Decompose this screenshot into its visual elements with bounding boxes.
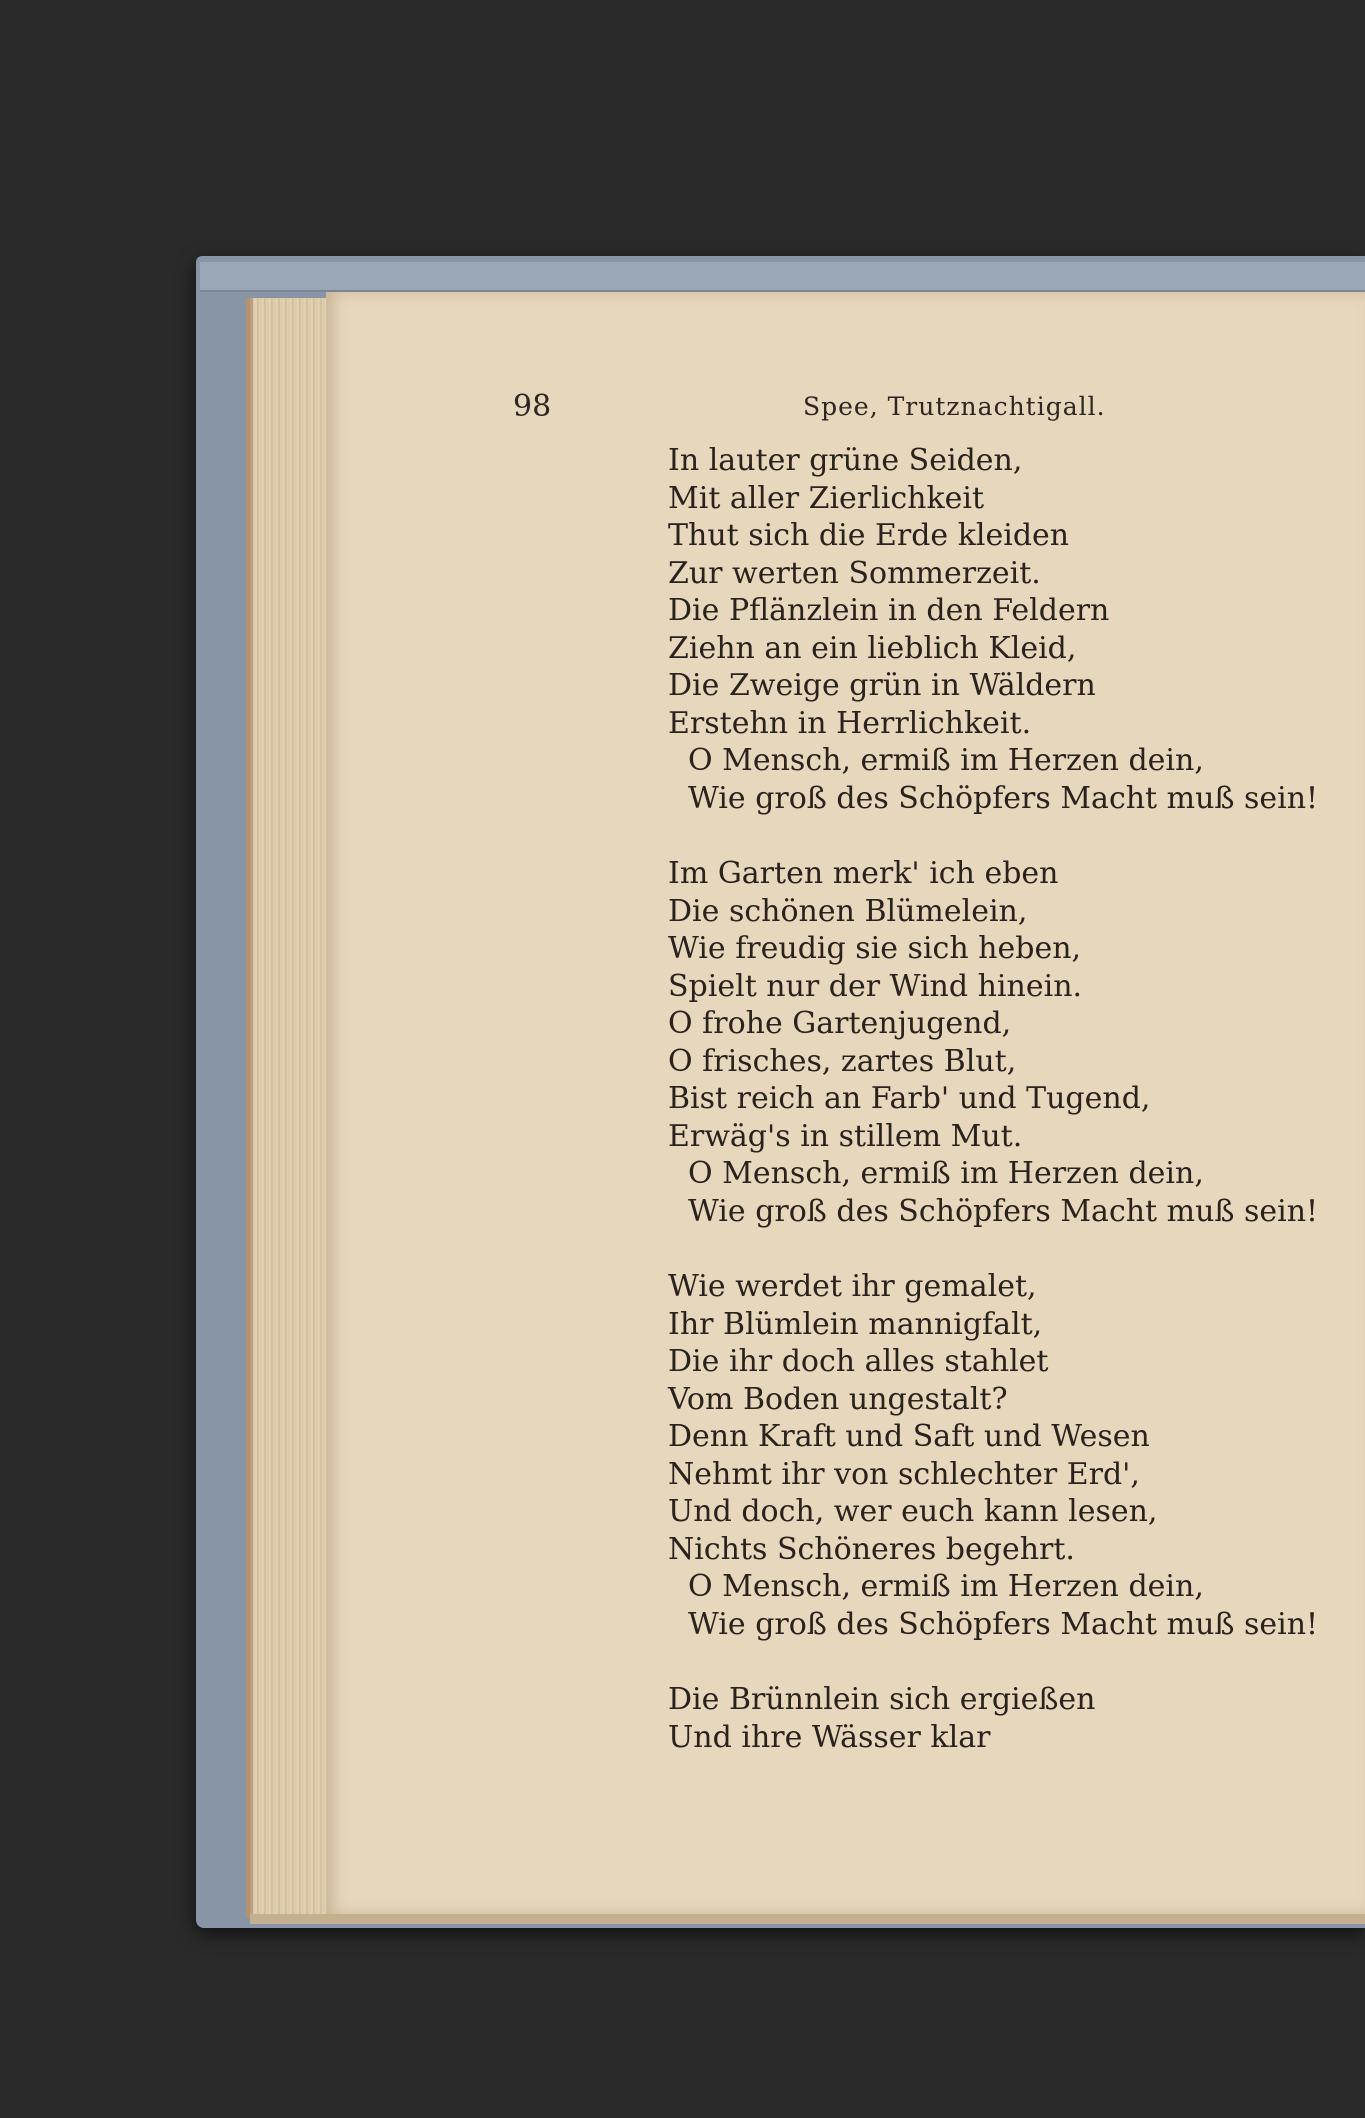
poem-line: Thut sich die Erde kleiden (668, 518, 1070, 553)
running-head: Spee, Trutznachtigall. (803, 392, 1106, 421)
poem-line: O frohe Gartenjugend, (668, 1006, 1012, 1041)
poem-line: Und doch, wer euch kann lesen, (668, 1494, 1158, 1529)
page-bottom-edge (250, 1914, 1365, 1924)
poem-line: Nichts Schöneres begehrt. (668, 1531, 1075, 1567)
poem-line: Im Garten merk' ich eben (668, 856, 1059, 891)
poem-line: Wie freudig sie sich heben, (668, 931, 1082, 966)
stanza-3 (668, 1268, 1358, 1643)
poem-line: Zur werten Sommerzeit. (668, 555, 1041, 591)
poem-line: Die ihr doch alles stahlet (668, 1344, 1049, 1379)
poem-line: Denn Kraft und Saft und Wesen (668, 1419, 1150, 1454)
poem-line: Vom Boden ungestalt? (668, 1381, 1008, 1417)
poem-line: Mit aller Zierlichkeit (668, 480, 985, 516)
stanza-2 (668, 855, 1358, 1230)
refrain-line: O Mensch, ermiß im Herzen dein, (688, 1569, 1204, 1604)
stanza-1 (668, 442, 1358, 817)
poem-line: Erstehn in Herrlichkeit. (668, 705, 1032, 741)
poem-line: Bist reich an Farb' und Tugend, (668, 1081, 1151, 1116)
poem-body (668, 442, 1358, 1794)
refrain-line: Wie groß des Schöpfers Macht muß sein! (688, 1193, 1319, 1229)
refrain-line: O Mensch, ermiß im Herzen dein, (688, 1156, 1204, 1191)
page-number: 98 (513, 389, 552, 424)
poem-line: Die schönen Blümelein, (668, 893, 1028, 929)
refrain-line: Wie groß des Schöpfers Macht muß sein! (688, 1606, 1319, 1642)
poem-line: In lauter grüne Seiden, (668, 443, 1023, 478)
poem-line: O frisches, zartes Blut, (668, 1043, 1017, 1079)
poem-line: Erwäg's in stillem Mut. (668, 1118, 1023, 1154)
book-cover-top-edge (200, 262, 1365, 292)
poem-line: Nehmt ihr von schlechter Erd', (668, 1456, 1140, 1492)
poem-line: Die Zweige grün in Wäldern (668, 668, 1096, 703)
page-header (513, 385, 1113, 429)
poem-line: Wie werdet ihr gemalet, (668, 1269, 1037, 1304)
poem-line: Spielt nur der Wind hinein. (668, 968, 1083, 1004)
poem-line: Die Pflänzlein in den Feldern (668, 593, 1110, 628)
poem-line: Ihr Blümlein mannigfalt, (668, 1306, 1043, 1342)
poem-line: Die Brünnlein sich ergießen (668, 1682, 1096, 1717)
page-block-edges (250, 298, 333, 1918)
poem-line: Ziehn an ein lieblich Kleid, (668, 630, 1077, 666)
poem-line: Und ihre Wässer klar (668, 1719, 991, 1755)
refrain-line: Wie groß des Schöpfers Macht muß sein! (688, 780, 1319, 816)
refrain-line: O Mensch, ermiß im Herzen dein, (688, 743, 1204, 778)
stanza-4 (668, 1681, 1358, 1756)
